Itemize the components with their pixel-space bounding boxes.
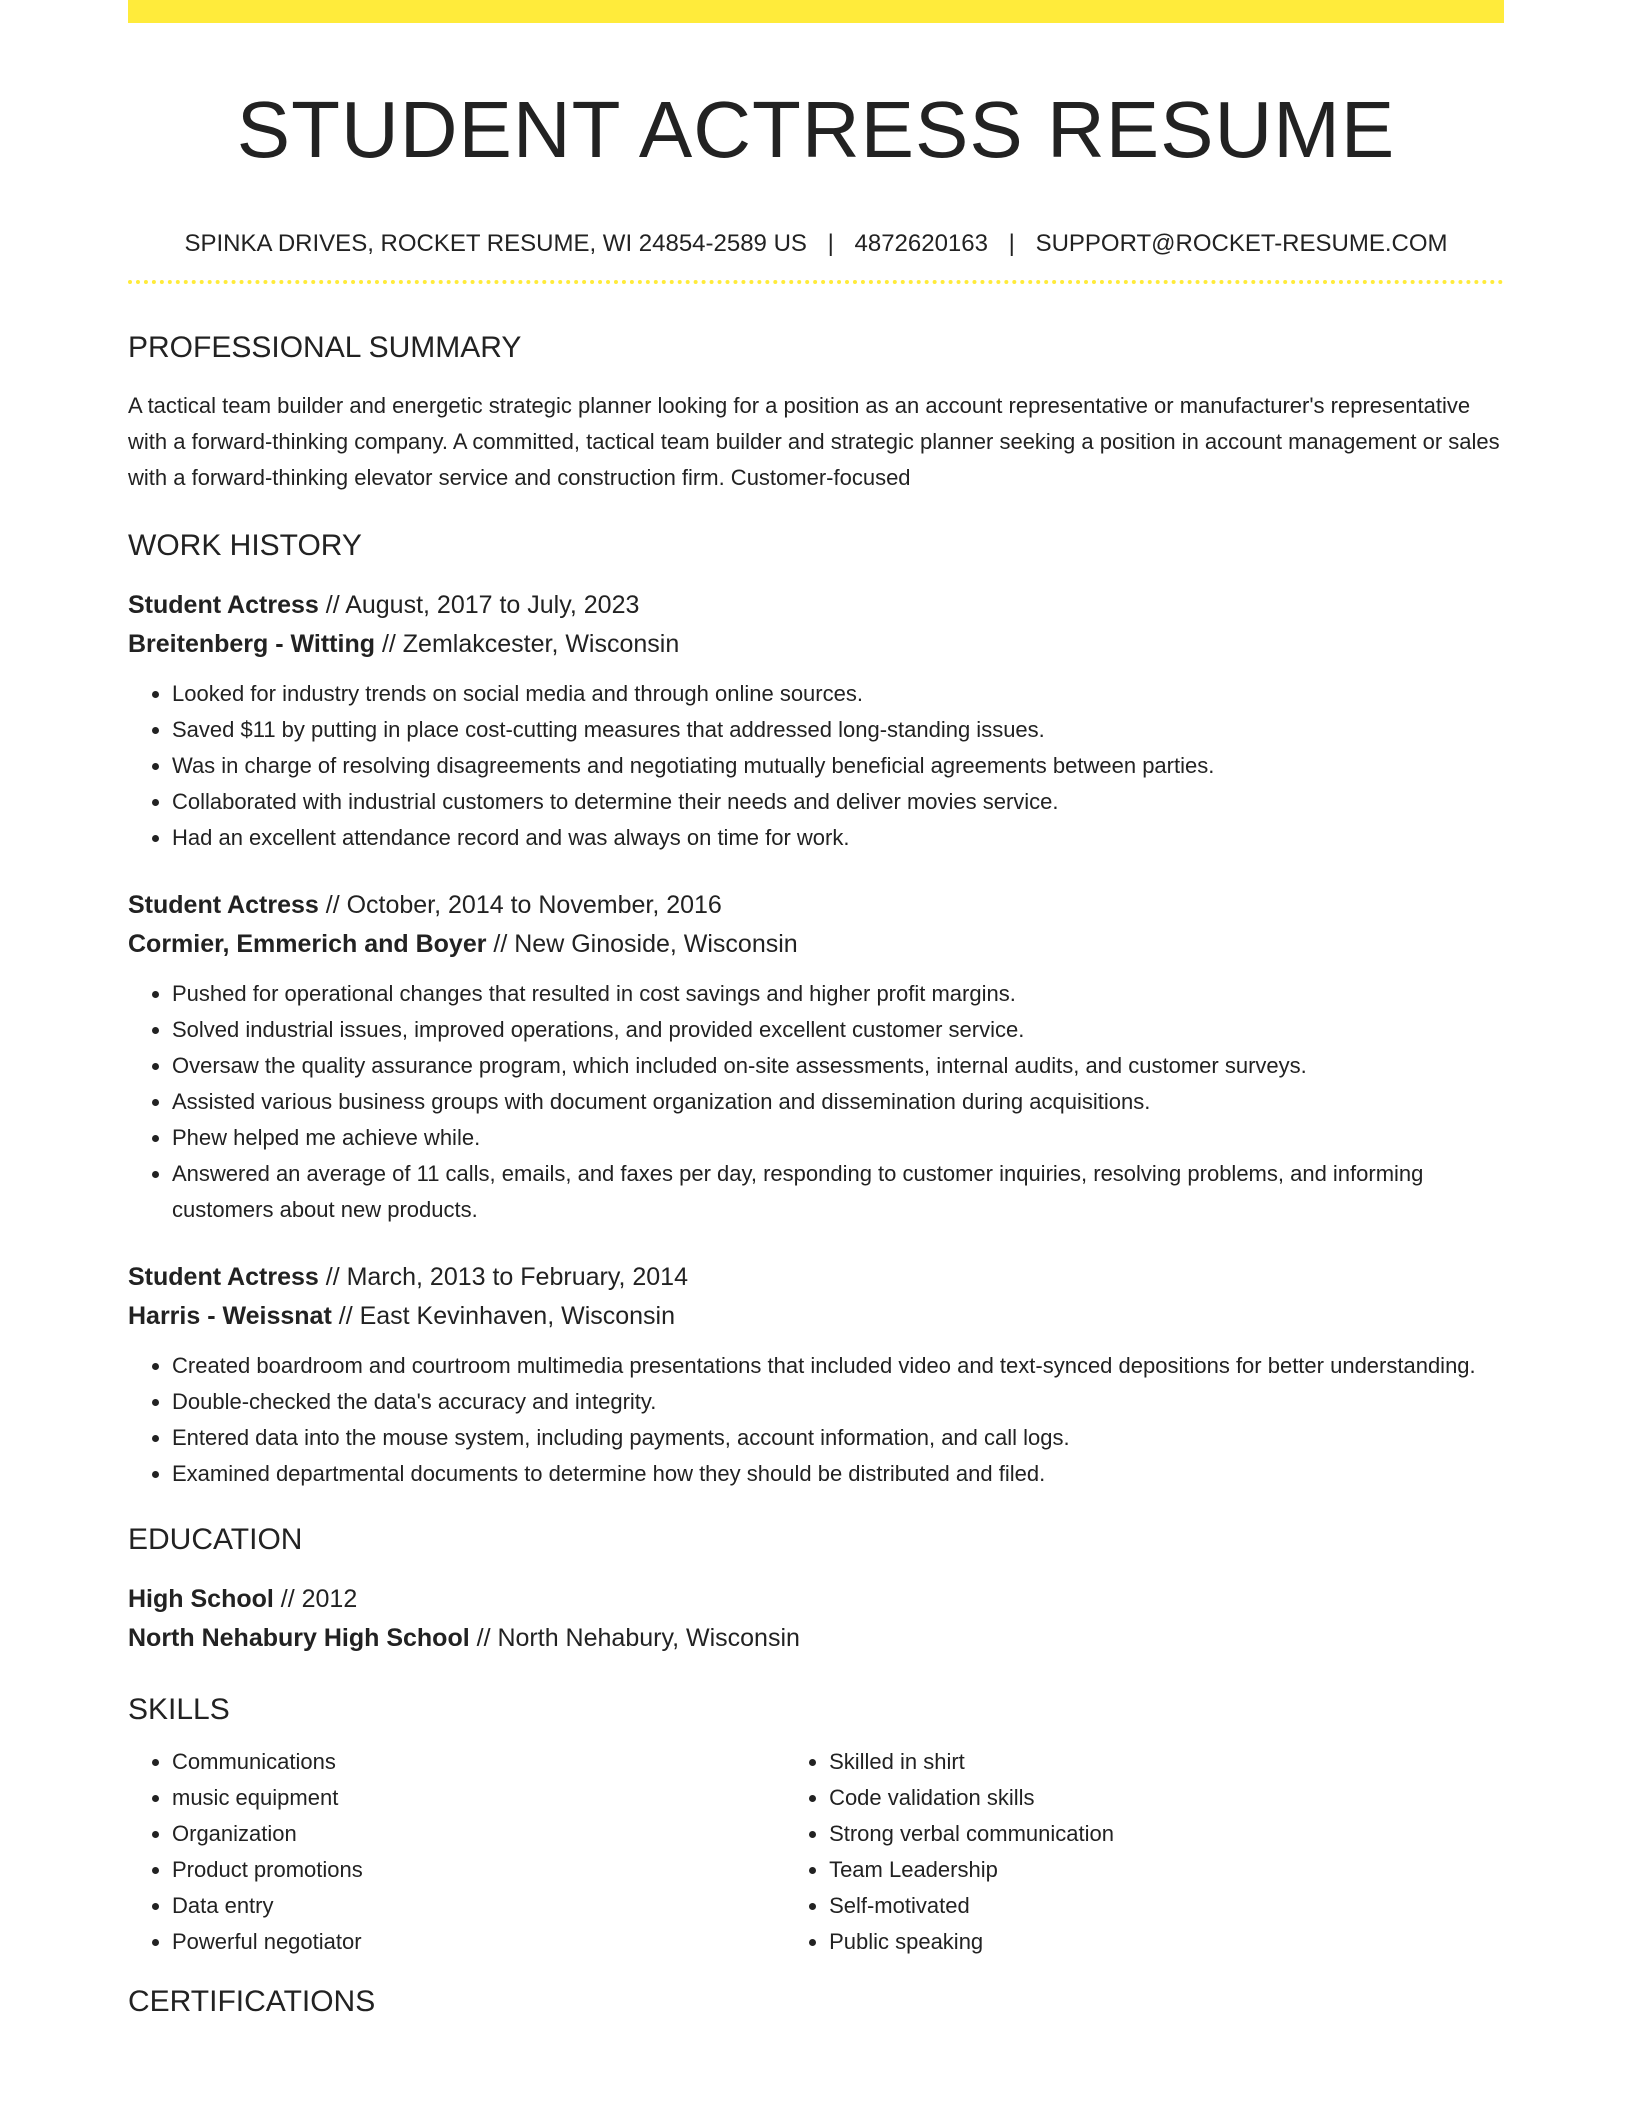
- job-company: Breitenberg - Witting: [128, 630, 375, 658]
- skills-list: [128, 1744, 1504, 1960]
- skills-column-right: [785, 1744, 1504, 1960]
- list-item: • music equipment: [172, 1780, 785, 1816]
- summary-heading: PROFESSIONAL SUMMARY: [128, 331, 522, 364]
- job-company: Harris - Weissnat: [128, 1302, 332, 1330]
- job-title: Student Actress: [128, 891, 319, 919]
- job-company-line: [128, 625, 1504, 664]
- list-item: • Saved $11 by putting in place cost-cutting measures that addressed long-standing issues.: [172, 712, 1504, 748]
- list-item: • Powerful negotiator: [172, 1924, 785, 1960]
- list-item: • Self-motivated: [829, 1888, 1504, 1924]
- job-title: Student Actress: [128, 1263, 319, 1291]
- list-item: • Solved industrial issues, improved operations, and provided excellent customer service.: [172, 1012, 1504, 1048]
- job-entry: [128, 886, 1504, 1228]
- skills-heading: SKILLS: [128, 1693, 230, 1726]
- education-location: // North Nehabury, Wisconsin: [469, 1624, 800, 1652]
- list-item: • Created boardroom and courtroom multimedia presentations that included video and text-synced depositions for better understanding.: [172, 1348, 1504, 1384]
- list-item: • Pushed for operational changes that resulted in cost savings and higher profit margins.: [172, 976, 1504, 1012]
- list-item: • Entered data into the mouse system, including payments, account information, and call logs.: [172, 1420, 1504, 1456]
- work-history-heading: WORK HISTORY: [128, 529, 362, 562]
- list-item: • Examined departmental documents to determine how they should be distributed and filed.: [172, 1456, 1504, 1492]
- job-company-line: [128, 1297, 1504, 1336]
- education-school-line: [128, 1619, 1504, 1658]
- job-title: Student Actress: [128, 591, 319, 619]
- list-item: • Code validation skills: [829, 1780, 1504, 1816]
- job-dates: // March, 2013 to February, 2014: [318, 1263, 688, 1291]
- education-heading: EDUCATION: [128, 1523, 303, 1556]
- job-location: // New Ginoside, Wisconsin: [486, 930, 798, 958]
- contact-line: [128, 228, 1504, 260]
- page-title: STUDENT ACTRESS RESUME: [236, 85, 1396, 174]
- certifications-heading: CERTIFICATIONS: [128, 1985, 376, 2018]
- education-degree-line: [128, 1580, 1504, 1619]
- education-year: // 2012: [273, 1585, 358, 1613]
- list-item: • Double-checked the data's accuracy and integrity.: [172, 1384, 1504, 1420]
- list-item: • Collaborated with industrial customers to determine their needs and deliver movies service.: [172, 784, 1504, 820]
- education-entry: [128, 1580, 1504, 1658]
- job-title-line: [128, 586, 1504, 625]
- job-company: Cormier, Emmerich and Boyer: [128, 930, 487, 958]
- separator: |: [1008, 230, 1015, 257]
- list-item: • Team Leadership: [829, 1852, 1504, 1888]
- separator: |: [827, 230, 834, 257]
- job-title-line: [128, 1258, 1504, 1297]
- email: SUPPORT@ROCKET-RESUME.COM: [1035, 230, 1448, 257]
- list-item: • Communications: [172, 1744, 785, 1780]
- job-bullets: [128, 676, 1504, 856]
- job-entry: [128, 1258, 1504, 1492]
- education-degree: High School: [128, 1585, 274, 1613]
- list-item: • Was in charge of resolving disagreements and negotiating mutually beneficial agreements between parties.: [172, 748, 1504, 784]
- list-item: • Had an excellent attendance record and was always on time for work.: [172, 820, 1504, 856]
- list-item: • Public speaking: [829, 1924, 1504, 1960]
- job-title-line: [128, 886, 1504, 925]
- divider: [128, 280, 1504, 284]
- job-dates: // August, 2017 to July, 2023: [318, 591, 640, 619]
- job-location: // East Kevinhaven, Wisconsin: [331, 1302, 676, 1330]
- list-item: • Data entry: [172, 1888, 785, 1924]
- list-item: • Oversaw the quality assurance program, which included on-site assessments, internal audits, and customer surveys.: [172, 1048, 1504, 1084]
- phone: 4872620163: [854, 230, 988, 257]
- list-item: • Organization: [172, 1816, 785, 1852]
- job-location: // Zemlakcester, Wisconsin: [375, 630, 680, 658]
- job-bullets: [128, 976, 1504, 1228]
- list-item: • Answered an average of 11 calls, emails, and faxes per day, responding to customer inquiries, resolving problems, and informing customers about new products.: [172, 1156, 1504, 1228]
- skills-column-left: [128, 1744, 785, 1960]
- list-item: • Strong verbal communication: [829, 1816, 1504, 1852]
- resume-content: [128, 0, 1504, 2022]
- education-school: North Nehabury High School: [128, 1624, 470, 1652]
- list-item: • Product promotions: [172, 1852, 785, 1888]
- address: SPINKA DRIVES, ROCKET RESUME, WI 24854-2589 US: [184, 230, 807, 257]
- list-item: • Assisted various business groups with document organization and dissemination during acquisitions.: [172, 1084, 1504, 1120]
- job-entry: [128, 586, 1504, 856]
- job-bullets: [128, 1348, 1504, 1492]
- job-dates: // October, 2014 to November, 2016: [318, 891, 722, 919]
- list-item: • Looked for industry trends on social media and through online sources.: [172, 676, 1504, 712]
- list-item: • Skilled in shirt: [829, 1744, 1504, 1780]
- list-item: • Phew helped me achieve while.: [172, 1120, 1504, 1156]
- job-company-line: [128, 925, 1504, 964]
- summary-text: A tactical team builder and energetic strategic planner looking for a position as an account representative or manufacturer's representative with a forward-thinking company. A committed, tactical team builder and strategic planner seeking a position in account management or sales with a forward-thinking elevator service and construction firm. Customer-focused: [128, 393, 1500, 490]
